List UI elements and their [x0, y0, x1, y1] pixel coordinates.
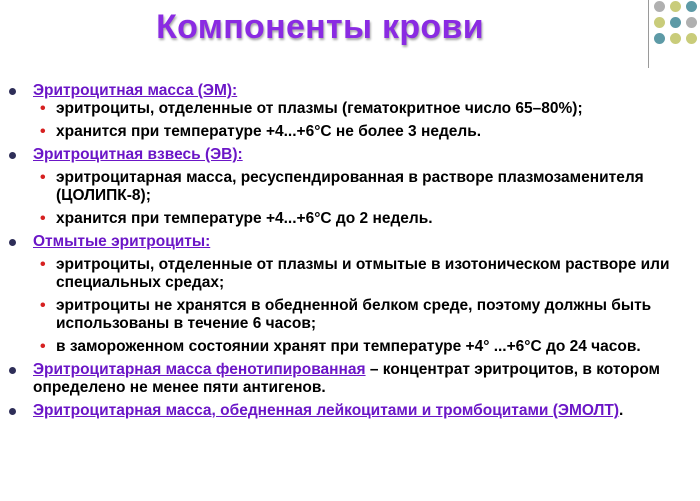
item-text: – концентрат эритроцитов, в котором определено не менее пяти антигенов.	[33, 361, 660, 396]
sub-item	[0, 297, 700, 333]
sub-bullet-icon: •	[40, 297, 46, 314]
decor-dot	[686, 1, 697, 12]
slide-title: Компоненты крови	[156, 8, 484, 46]
decor-dot	[654, 33, 665, 44]
sub-bullet-icon: •	[40, 256, 46, 273]
sub-item	[0, 338, 700, 356]
sub-bullet-icon: •	[40, 169, 46, 186]
sub-item	[0, 210, 700, 228]
decor-dot	[670, 17, 681, 28]
sub-item-text: эритроциты, отделенные от плазмы (гематокритное число 65–80%);	[56, 100, 583, 117]
sub-bullet-icon: •	[40, 100, 46, 117]
item-heading: Эритроцитная масса (ЭМ):	[33, 82, 238, 99]
decor-dot	[686, 17, 697, 28]
item-text: .	[619, 402, 624, 419]
sub-item	[0, 256, 700, 292]
decor-dot	[670, 1, 681, 12]
sub-item-text: эритроциты, отделенные от плазмы и отмытые в изотоническом растворе или специальных средах;	[56, 256, 670, 291]
sub-bullet-icon: •	[40, 123, 46, 140]
decor-divider-line	[648, 0, 649, 68]
bullet-icon	[9, 367, 16, 374]
decor-dot	[670, 33, 681, 44]
sub-item	[0, 123, 700, 141]
sub-item-text: в замороженном состоянии хранят при температуре +4° ...+6°С до 24 часов.	[56, 338, 641, 355]
sub-item-text: хранится при температуре +4...+6°С до 2 недель.	[56, 210, 433, 227]
list-item	[0, 82, 700, 100]
sub-item	[0, 169, 700, 205]
bullet-icon	[9, 88, 16, 95]
decor-dot	[654, 1, 665, 12]
list-item	[0, 233, 700, 251]
item-heading: Эритроцитарная масса, обедненная лейкоцитами и тромбоцитами (ЭМОЛТ)	[33, 402, 620, 419]
sub-item	[0, 100, 700, 118]
list-item	[0, 402, 700, 420]
list-item	[0, 146, 700, 164]
slide-content	[0, 82, 700, 420]
sub-bullet-icon: •	[40, 210, 46, 227]
bullet-icon	[9, 408, 16, 415]
bullet-icon	[9, 239, 16, 246]
item-heading: Отмытые эритроциты:	[33, 233, 211, 250]
item-heading: Эритроцитарная масса фенотипированная	[33, 361, 366, 378]
list-item	[0, 361, 700, 397]
decor-dot	[686, 33, 697, 44]
sub-bullet-icon: •	[40, 338, 46, 355]
item-heading: Эритроцитная взвесь (ЭВ):	[33, 146, 243, 163]
sub-item-text: эритроциты не хранятся в обедненной белком среде, поэтому должны быть использованы в течение 6 часов;	[56, 297, 652, 332]
sub-item-text: хранится при температуре +4...+6°С не более 3 недель.	[56, 123, 482, 140]
decor-dot	[654, 17, 665, 28]
bullet-icon	[9, 152, 16, 159]
sub-item-text: эритроцитарная масса, ресуспендированная в растворе плазмозаменителя (ЦОЛИПК-8);	[56, 169, 644, 204]
